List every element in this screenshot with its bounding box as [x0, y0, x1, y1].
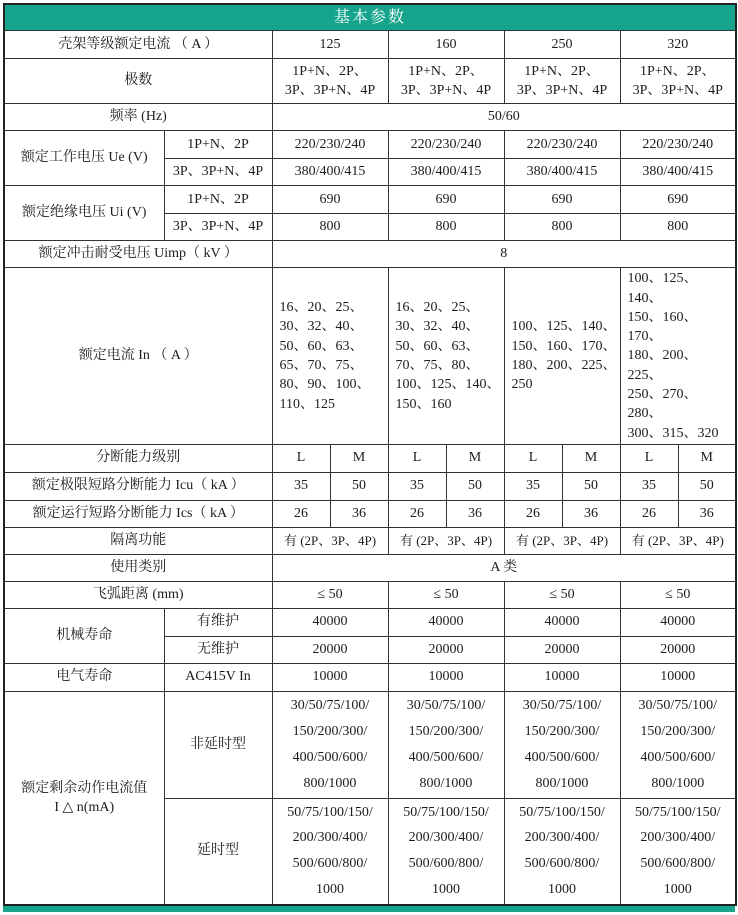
isolation-value-1: 有 (2P、3P、4P) [388, 528, 504, 555]
icu-value-2: 35 [388, 473, 446, 501]
rated-current-value-0: 16、20、25、 30、32、40、 50、60、63、 65、70、75、 80、90、100、 110、125 [272, 268, 388, 445]
residual-current-value-1-3: 50/75/100/150/ 200/300/400/ 500/600/800/ 1000 [620, 798, 736, 905]
arc-distance-label: 飞弧距离 (mm) [4, 582, 272, 609]
icu-value-6: 35 [620, 473, 678, 501]
ics-value-5: 36 [562, 501, 620, 528]
poles-label: 极数 [4, 59, 272, 104]
rated-current-value-3: 100、125、140、 150、160、170、 180、200、225、 250、270、280、 300、315、320 [620, 268, 736, 445]
ue-label: 额定工作电压 Ue (V) [4, 131, 164, 186]
ue-value-0-3: 220/230/240 [620, 131, 736, 159]
residual-current-value-1-1: 50/75/100/150/ 200/300/400/ 500/600/800/ 1000 [388, 798, 504, 905]
arc-distance-value-2: ≤ 50 [504, 582, 620, 609]
poles-value-1: 1P+N、2P、 3P、3P+N、4P [388, 59, 504, 104]
residual-current-value-0-2: 30/50/75/100/ 150/200/300/ 400/500/600/ 800/1000 [504, 692, 620, 799]
icu-value-0: 35 [272, 473, 330, 501]
ue-sub-label-0: 1P+N、2P [164, 131, 272, 159]
residual-current-value-1-0: 50/75/100/150/ 200/300/400/ 500/600/800/ 1000 [272, 798, 388, 905]
breaking-level-value-6: L [620, 445, 678, 473]
ue-value-0-1: 220/230/240 [388, 131, 504, 159]
uimp-label: 额定冲击耐受电压 Uimp（ kV ） [4, 241, 272, 268]
basic-parameters-table [3, 3, 737, 906]
mechanical-life-sub-label-1: 无维护 [164, 637, 272, 664]
ui-value-0-3: 690 [620, 186, 736, 214]
electrical-life-label: 电气寿命 [4, 664, 164, 692]
ics-label: 额定运行短路分断能力 Ics（ kA ） [4, 501, 272, 528]
residual-current-value-0-1: 30/50/75/100/ 150/200/300/ 400/500/600/ 800/1000 [388, 692, 504, 799]
mechanical-life-value-1-0: 20000 [272, 637, 388, 664]
ui-value-0-0: 690 [272, 186, 388, 214]
ics-value-4: 26 [504, 501, 562, 528]
breaking-level-value-4: L [504, 445, 562, 473]
residual-current-label: 额定剩余动作电流值 I △ n(mA) [4, 692, 164, 906]
ics-value-1: 36 [330, 501, 388, 528]
ue-value-0-0: 220/230/240 [272, 131, 388, 159]
isolation-value-0: 有 (2P、3P、4P) [272, 528, 388, 555]
category-label: 使用类别 [4, 555, 272, 582]
breaking-level-value-3: M [446, 445, 504, 473]
arc-distance-value-3: ≤ 50 [620, 582, 736, 609]
electrical-life-value-1: 10000 [388, 664, 504, 692]
ue-value-1-3: 380/400/415 [620, 159, 736, 186]
breaking-level-value-2: L [388, 445, 446, 473]
ics-value-3: 36 [446, 501, 504, 528]
ue-value-1-0: 380/400/415 [272, 159, 388, 186]
electrical-life-sub-label: AC415V In [164, 664, 272, 692]
isolation-label: 隔离功能 [4, 528, 272, 555]
electrical-life-value-3: 10000 [620, 664, 736, 692]
mechanical-life-value-0-2: 40000 [504, 609, 620, 637]
isolation-value-3: 有 (2P、3P、4P) [620, 528, 736, 555]
breaking-level-value-1: M [330, 445, 388, 473]
category-value: A 类 [272, 555, 736, 582]
frame-current-value-1: 160 [388, 31, 504, 59]
ui-value-1-1: 800 [388, 214, 504, 241]
accent-bar [3, 906, 735, 912]
ics-value-2: 26 [388, 501, 446, 528]
mechanical-life-label: 机械寿命 [4, 609, 164, 664]
table-title: 基本参数 [4, 4, 736, 31]
icu-value-7: 50 [678, 473, 736, 501]
arc-distance-value-1: ≤ 50 [388, 582, 504, 609]
poles-value-3: 1P+N、2P、 3P、3P+N、4P [620, 59, 736, 104]
rated-current-value-2: 100、125、140、 150、160、170、 180、200、225、 250 [504, 268, 620, 445]
poles-value-2: 1P+N、2P、 3P、3P+N、4P [504, 59, 620, 104]
breaking-level-value-0: L [272, 445, 330, 473]
frame-current-value-0: 125 [272, 31, 388, 59]
frame-current-value-2: 250 [504, 31, 620, 59]
ics-value-7: 36 [678, 501, 736, 528]
ue-value-0-2: 220/230/240 [504, 131, 620, 159]
mechanical-life-value-1-1: 20000 [388, 637, 504, 664]
rated-current-value-1: 16、20、25、 30、32、40、 50、60、63、 70、75、80、 100、125、140、 150、160 [388, 268, 504, 445]
residual-current-value-0-0: 30/50/75/100/ 150/200/300/ 400/500/600/ 800/1000 [272, 692, 388, 799]
ui-value-0-1: 690 [388, 186, 504, 214]
uimp-value: 8 [272, 241, 736, 268]
icu-value-4: 35 [504, 473, 562, 501]
breaking-level-value-7: M [678, 445, 736, 473]
ui-value-1-0: 800 [272, 214, 388, 241]
mechanical-life-value-0-1: 40000 [388, 609, 504, 637]
mechanical-life-value-0-0: 40000 [272, 609, 388, 637]
arc-distance-value-0: ≤ 50 [272, 582, 388, 609]
ue-value-1-1: 380/400/415 [388, 159, 504, 186]
ui-sub-label-0: 1P+N、2P [164, 186, 272, 214]
frequency-label: 频率 (Hz) [4, 104, 272, 131]
residual-current-sub-label-1: 延时型 [164, 798, 272, 905]
ui-value-0-2: 690 [504, 186, 620, 214]
icu-value-3: 50 [446, 473, 504, 501]
poles-value-0: 1P+N、2P、 3P、3P+N、4P [272, 59, 388, 104]
mechanical-life-sub-label-0: 有维护 [164, 609, 272, 637]
breaking-level-label: 分断能力级别 [4, 445, 272, 473]
frame-current-value-3: 320 [620, 31, 736, 59]
rated-current-label: 额定电流 In （ A ） [4, 268, 272, 445]
mechanical-life-value-0-3: 40000 [620, 609, 736, 637]
frequency-value: 50/60 [272, 104, 736, 131]
mechanical-life-value-1-2: 20000 [504, 637, 620, 664]
icu-value-5: 50 [562, 473, 620, 501]
residual-current-sub-label-0: 非延时型 [164, 692, 272, 799]
icu-label: 额定极限短路分断能力 Icu（ kA ） [4, 473, 272, 501]
ui-value-1-2: 800 [504, 214, 620, 241]
residual-current-value-1-2: 50/75/100/150/ 200/300/400/ 500/600/800/ 1000 [504, 798, 620, 905]
isolation-value-2: 有 (2P、3P、4P) [504, 528, 620, 555]
ui-label: 额定绝缘电压 Ui (V) [4, 186, 164, 241]
ui-value-1-3: 800 [620, 214, 736, 241]
ue-value-1-2: 380/400/415 [504, 159, 620, 186]
mechanical-life-value-1-3: 20000 [620, 637, 736, 664]
breaking-level-value-5: M [562, 445, 620, 473]
icu-value-1: 50 [330, 473, 388, 501]
residual-current-value-0-3: 30/50/75/100/ 150/200/300/ 400/500/600/ 800/1000 [620, 692, 736, 799]
ics-value-0: 26 [272, 501, 330, 528]
electrical-life-value-2: 10000 [504, 664, 620, 692]
ui-sub-label-1: 3P、3P+N、4P [164, 214, 272, 241]
electrical-life-value-0: 10000 [272, 664, 388, 692]
ics-value-6: 26 [620, 501, 678, 528]
frame-current-label: 壳架等级额定电流 （ A ） [4, 31, 272, 59]
ue-sub-label-1: 3P、3P+N、4P [164, 159, 272, 186]
